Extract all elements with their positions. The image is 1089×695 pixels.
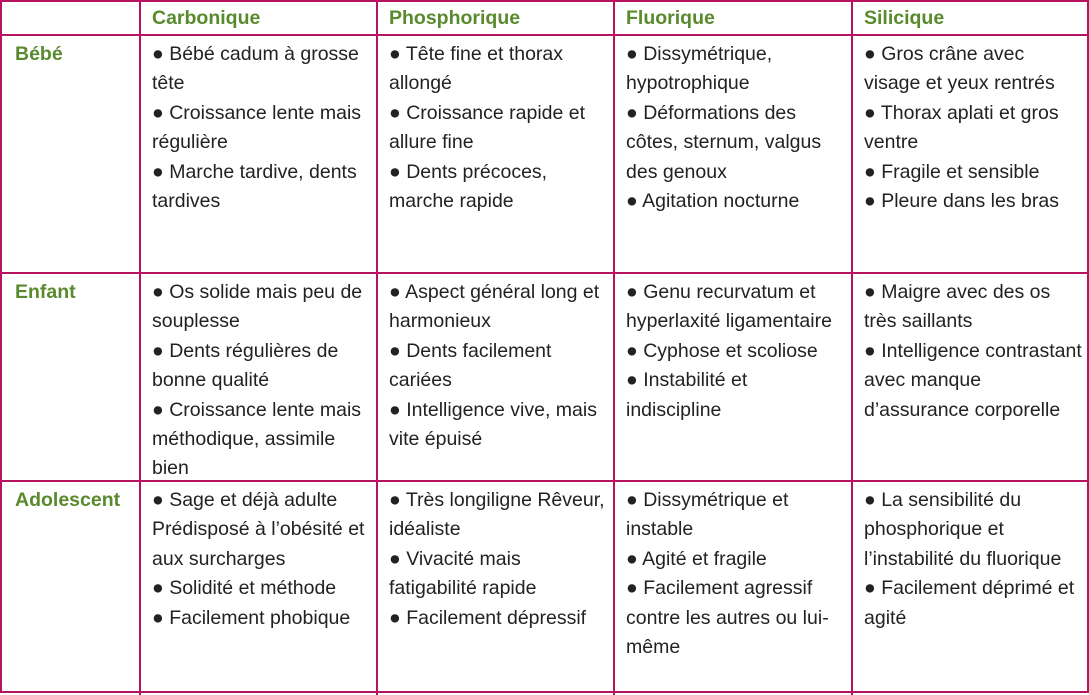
cell-enfant-phosphorique: [378, 274, 615, 482]
cell-bebe-phosphorique: [378, 36, 615, 274]
list-item: ● Genu recurvatum et hyperlaxité ligamentaire: [626, 281, 832, 333]
list-item: ● Fragile et sensible: [864, 160, 1040, 183]
list-item: ● Déformations des côtes, sternum, valgus des genoux: [626, 101, 822, 183]
list-item: ● Dissymétrique, hypotrophique: [626, 43, 773, 95]
cell-bebe-fluorique: [615, 36, 853, 274]
list-item: ● Intelligence contrastant avec manque d’assurance corporelle: [864, 339, 1082, 421]
cell-bebe-silicique: [853, 36, 1089, 274]
list-item: ● Solidité et méthode: [152, 577, 337, 600]
list-item: ● Croissance lente mais régulière: [152, 101, 362, 154]
list-item: ● Agitation nocturne: [626, 190, 800, 213]
list-item: ● Bébé cadum à grosse tête: [152, 43, 359, 95]
header-silicique: Silicique: [853, 2, 1089, 36]
list-item: ● Dents précoces, marche rapide: [389, 160, 548, 213]
list-item: ● Maigre avec des os très saillants: [864, 281, 1051, 333]
cell-adolescent-silicique: [853, 482, 1089, 695]
cell-adolescent-phosphorique: [378, 482, 615, 695]
list-item: ● Instabilité et indiscipline: [626, 369, 748, 421]
cell-enfant-silicique: [853, 274, 1089, 482]
list-item: ● Très longiligne Rêveur, idéaliste: [389, 489, 605, 541]
cell-enfant-carbonique: [141, 274, 378, 482]
list-item: ● Sage et déjà adulte Prédisposé à l’obésité et aux surcharges: [152, 489, 365, 570]
list-item: ● Os solide mais peu de souplesse: [152, 281, 363, 333]
cell-adolescent-carbonique: [141, 482, 378, 695]
row-label-bebe: Bébé: [2, 36, 141, 274]
list-item: ● Dents régulières de bonne qualité: [152, 339, 339, 392]
list-item: ● Croissance rapide et allure fine: [389, 101, 586, 154]
list-item: ● Intelligence vive, mais vite épuisé: [389, 398, 597, 451]
list-item: ● La sensibilité du phosphorique et l’instabilité du fluorique: [864, 489, 1062, 570]
list-item: ● Facilement dépressif: [389, 606, 587, 629]
cell-bebe-carbonique: [141, 36, 378, 274]
list-item: ● Pleure dans les bras: [864, 190, 1059, 213]
list-item: ● Croissance lente mais méthodique, assimile bien: [152, 398, 362, 480]
header-fluorique: Fluorique: [615, 2, 853, 36]
list-item: ● Tête fine et thorax allongé: [389, 43, 564, 95]
row-label-adolescent: Adolescent: [2, 482, 141, 695]
list-item: ● Vivacité mais fatigabilité rapide: [389, 547, 537, 600]
list-item: ● Aspect général long et harmonieux: [389, 281, 600, 333]
list-item: ● Thorax aplati et gros ventre: [864, 101, 1059, 154]
list-item: ● Agité et fragile: [626, 547, 767, 570]
header-phosphorique: Phosphorique: [378, 2, 615, 36]
list-item: ● Gros crâne avec visage et yeux rentrés: [864, 43, 1055, 95]
corner-cell: [2, 2, 141, 36]
header-carbonique: Carbonique: [141, 2, 378, 36]
list-item: ● Cyphose et scoliose: [626, 339, 818, 362]
list-item: ● Marche tardive, dents tardives: [152, 160, 357, 213]
list-item: ● Dents facilement cariées: [389, 339, 552, 392]
list-item: ● Facilement phobique: [152, 606, 351, 629]
list-item: ● Facilement déprimé et agité: [864, 577, 1075, 629]
cell-adolescent-fluorique: [615, 482, 853, 695]
list-item: ● Facilement agressif contre les autres ou lui-même: [626, 577, 829, 659]
list-item: ● Dissymétrique et instable: [626, 489, 789, 541]
row-label-enfant: Enfant: [2, 274, 141, 482]
cell-enfant-fluorique: [615, 274, 853, 482]
